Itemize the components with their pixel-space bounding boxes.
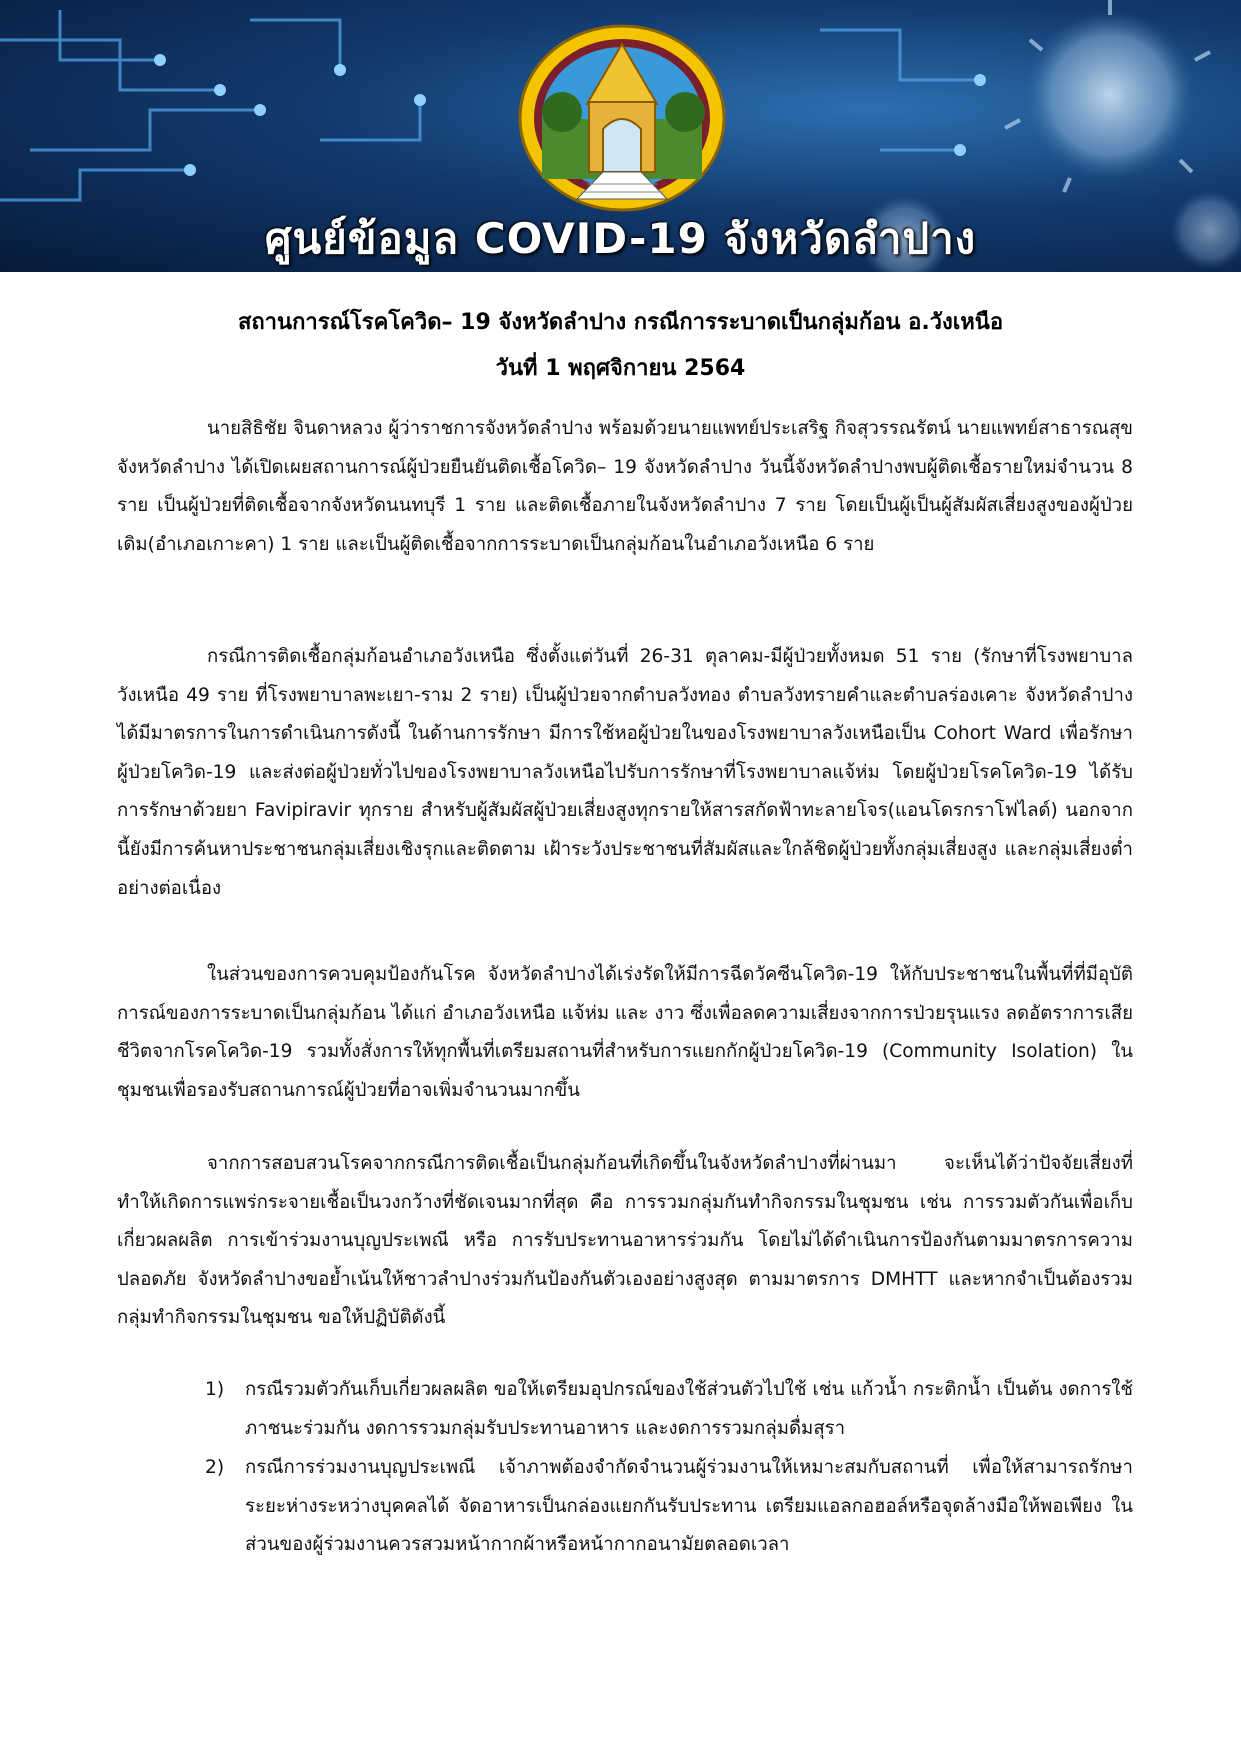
list-item <box>205 1371 1133 1448</box>
paragraph-4 <box>117 1145 1133 1338</box>
list-number: 2) <box>205 1457 225 1478</box>
banner-title: ศูนย์ข้อมูล COVID-19 จังหวัดลำปาง <box>264 214 977 263</box>
list-item-text: กรณีการร่วมงานบุญประเพณี เจ้าภาพต้องจำกัดจำนวนผู้ร่วมงานให้เหมาะสมกับสถานที่ เพื่อให้สามารถรักษาระยะห่างระหว่างบุคคลได้ จัดอาหารเป็นกล่องแยกกันรับประทาน เตรียมแอลกอฮอล์หรือจุดล้างมือให้พอเพียง ในส่วนของผู้ร่วมงานควรสวมหน้ากากผ้าหรือหน้ากากอนามัยตลอดเวลา <box>245 1457 1133 1556</box>
paragraph-text: จากการสอบสวนโรคจากกรณีการติดเชื้อเป็นกลุ่มก้อนที่เกิดขึ้นในจังหวัดลำปางที่ผ่านมา จะเห็นได้ว่าปัจจัยเสี่ยงที่ทำให้เกิดการแพร่กระจายเชื้อเป็นวงกว้างที่ชัดเจนมากที่สุด คือ การรวมกลุ่มกันทำกิจกรรมในชุมชน เช่น การรวมตัวกันเพื่อเก็บเกี่ยวผลผลิต การเข้าร่วมงานบุญประเพณี หรือ การรับประทานอาหารร่วมกัน โดยไม่ได้ดำเนินการป้องกันตามมาตรการความปลอดภัย จังหวัดลำปางขอย้ำเน้นให้ชาวลำปางร่วมกันป้องกันตัวเองอย่างสูงสุด ตามมาตรการ DMHTT และหากจำเป็นต้องรวมกลุ่มทำกิจกรรมในชุมชน ขอให้ปฏิบัติดังนี้ <box>117 1153 1133 1329</box>
paragraph-1 <box>117 410 1133 564</box>
paragraph-text: กรณีการติดเชื้อกลุ่มก้อนอำเภอวังเหนือ ซึ่งตั้งแต่วันที่ 26-31 ตุลาคม-มีผู้ป่วยทั้งหมด 51 ราย (รักษาที่โรงพยาบาลวังเหนือ 49 ราย ที่โรงพยาบาลพะเยา-ราม 2 ราย) เป็นผู้ป่วยจากตำบลวังทอง ตำบลวังทรายคำและตำบลร่องเคาะ จังหวัดลำปางได้มีมาตรการในการดำเนินการดังนี้ ในด้านการรักษา มีการใช้หอผู้ป่วยในของโรงพยาบาลวังเหนือเป็น Cohort Ward เพื่อรักษาผู้ป่วยโควิด-19 และส่งต่อผู้ป่วยทั่วไปของโรงพยาบาลวังเหนือไปรับการรักษาที่โรงพยาบาลแจ้ห่ม โดยผู้ป่วยโรคโควิด-19 ได้รับการรักษาด้วยยา Favipiravir ทุกราย สำหรับผู้สัมผัสผู้ป่วยเสี่ยงสูงทุกรายให้สารสกัดฟ้าทะลายโจร(แอนโดรกราโฟไลด์) นอกจากนี้ยังมีการค้นหาประชาชนกลุ่มเสี่ยงเชิงรุกและติดตาม เฝ้าระวังประชาชนที่สัมผัสและใกล้ชิดผู้ป่วยทั้งกลุ่มเสี่ยงสูง และกลุ่มเสี่ยงต่ำอย่างต่อเนื่อง <box>117 646 1133 899</box>
paragraph-2 <box>117 638 1133 908</box>
lampang-province-seal-icon <box>517 24 727 212</box>
page-title: สถานการณ์โรคโควิด– 19 จังหวัดลำปาง กรณีการระบาดเป็นกลุ่มก้อน อ.วังเหนือ <box>237 310 1004 335</box>
paragraph-text: ในส่วนของการควบคุมป้องกันโรค จังหวัดลำปางได้เร่งรัดให้มีการฉีดวัคซีนโควิด-19 ให้กับประชาชนในพื้นที่ที่มีอุบัติการณ์ของการระบาดเป็นกลุ่มก้อน ได้แก่ อำเภอวังเหนือ แจ้ห่ม และ งาว ซึ่งเพื่อลดความเสี่ยงจากการป่วยรุนแรง ลดอัตราการเสียชีวิตจากโรคโควิด-19 รวมทั้งสั่งการให้ทุกพื้นที่เตรียมสถานที่สำหรับการแยกกักผู้ป่วยโควิด-19 (Community Isolation) ในชุมชนเพื่อรองรับสถานการณ์ผู้ป่วยที่อาจเพิ่มจำนวนมากขึ้น <box>117 964 1133 1101</box>
list-number: 1) <box>205 1379 225 1400</box>
paragraph-text: นายสิธิชัย จินดาหลวง ผู้ว่าราชการจังหวัดลำปาง พร้อมด้วยนายแพทย์ประเสริฐ กิจสุวรรณรัตน์ นายแพทย์สาธารณสุขจังหวัดลำปาง ได้เปิดเผยสถานการณ์ผู้ป่วยยืนยันติดเชื้อโควิด– 19 จังหวัดลำปาง วันนี้จังหวัดลำปางพบผู้ติดเชื้อรายใหม่จำนวน 8 ราย เป็นผู้ป่วยที่ติดเชื้อจากจังหวัดนนทบุรี 1 ราย และติดเชื้อภายในจังหวัดลำปาง 7 ราย โดยเป็นผู้เป็นผู้สัมผัสเสี่ยงสูงของผู้ป่วยเดิม(อำเภอเกาะคา) 1 ราย และเป็นผู้ติดเชื้อจากการระบาดเป็นกลุ่มก้อนในอำเภอวังเหนือ 6 ราย <box>117 418 1134 555</box>
paragraph-3 <box>117 956 1133 1110</box>
header-banner <box>0 0 1241 272</box>
page-date: วันที่ 1 พฤศจิกายน 2564 <box>495 356 746 381</box>
list-item-text: กรณีรวมตัวกันเก็บเกี่ยวผลผลิต ขอให้เตรียมอุปกรณ์ของใช้ส่วนตัวไปใช้ เช่น แก้วน้ำ กระติกน้ำ เป็นต้น งดการใช้ภาชนะร่วมกัน งดการรวมกลุ่มรับประทานอาหาร และงดการรวมกลุ่มดื่มสุรา <box>245 1379 1133 1439</box>
list-item <box>205 1449 1133 1565</box>
